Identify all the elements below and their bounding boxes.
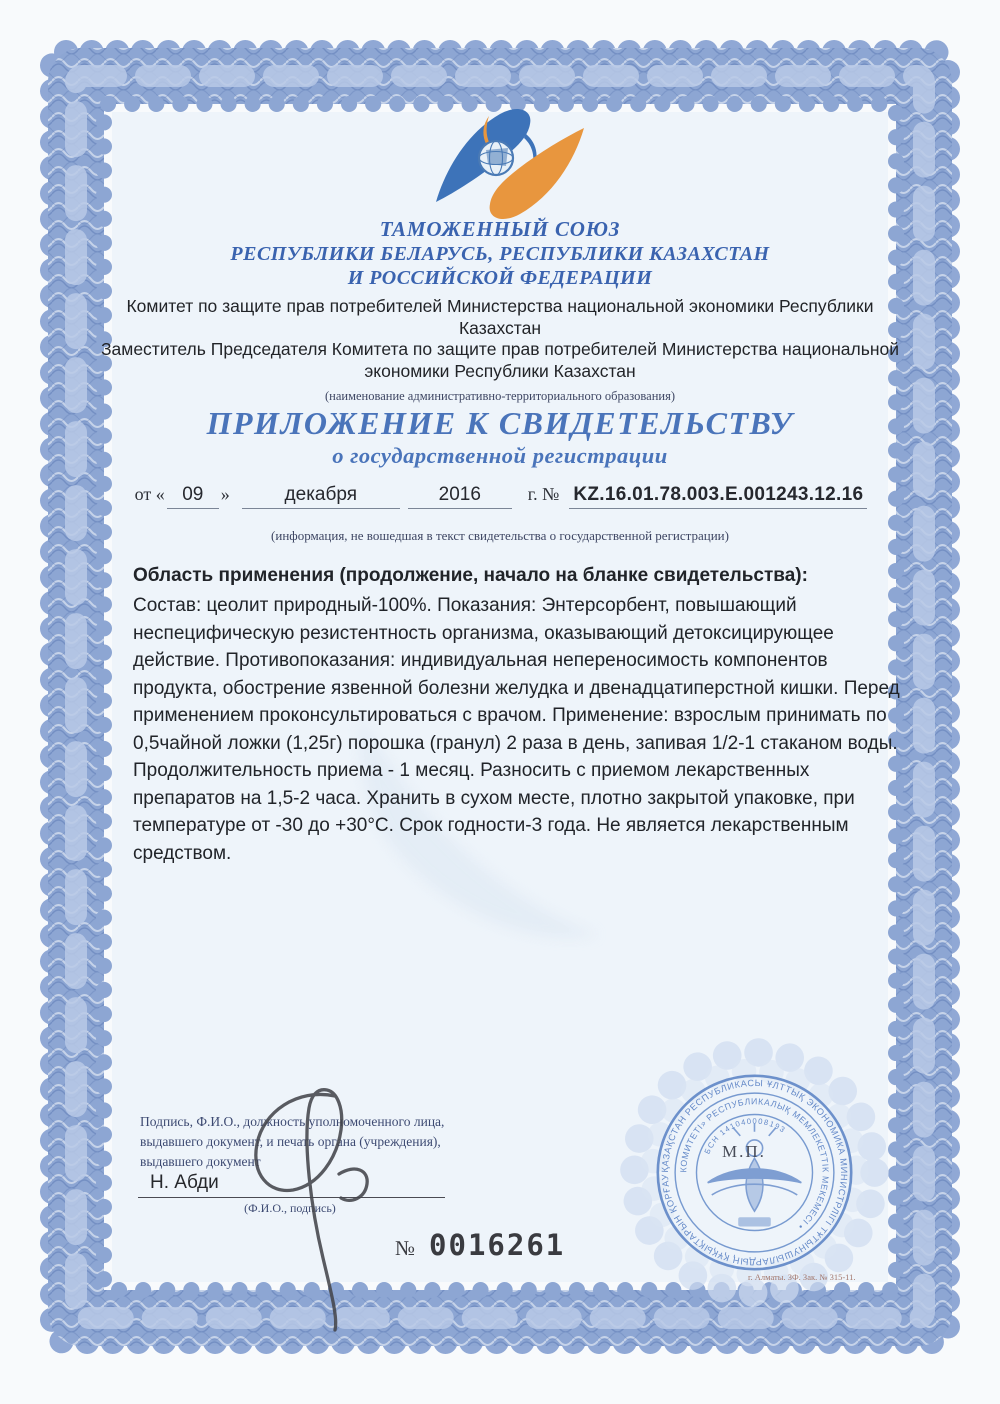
- signatory-name: Н. Абди: [138, 1172, 445, 1198]
- document-subtitle: о государственной регистрации: [332, 443, 668, 468]
- application-area-text: Состав: цеолит природный-100%. Показания: Энтерсорбент, повышающий неспецифическую резистентность организма, оказывающий детоксицирующее действие. Противопоказания: индивидуальная непереносимость компонентов продукта, обострение язвенной болезни желудка и двенадцатиперстной кишки. Перед применением проконсультироваться с врачом. Применение: взрослым принимать по 0,5чайной ложки (1,25г) порошка (гранул) 2 раза в день, запивая 1/2-1 стаканом воды. Продолжительность приема - 1 месяц. Разносить с приемом лекарственных препаратов на 1,5-2 часа. Хранить в сухом месте, плотно закрытой упаковке, при температуре от -30 до +30°С. Срок годности-3 года. Не является лекарственным средством.: [133, 595, 900, 864]
- committee-paragraph-1: Комитет по защите прав потребителей Министерства национальной экономики Республики Казахстан: [126, 296, 874, 338]
- serial-number: [395, 1228, 565, 1262]
- date-year-field: 2016: [408, 484, 512, 509]
- signature-caption: (Ф.И.О., подпись): [244, 1201, 336, 1215]
- signature-label-line3: выдавшего документ: [140, 1154, 261, 1169]
- committee-paragraph-2: Заместитель Председателя Комитета по защите прав потребителей Министерства национальной экономики Республики Казахстан: [100, 339, 900, 381]
- serial-number-digits: 0016261: [429, 1228, 566, 1262]
- date-day-field: 09: [167, 484, 219, 509]
- date-prefix: от «: [134, 484, 165, 504]
- serial-number-sign: №: [395, 1236, 416, 1260]
- printshop-note: г. Алматы. ЗФ. Зак. № 315-11.: [748, 1272, 856, 1282]
- signature-label-line2: выдавшего документ, и печать органа (учреждения),: [140, 1134, 441, 1149]
- date-number-row: [0, 484, 1000, 509]
- seal-ring-middle-text: КОМИТЕТІ» РЕСПУБЛИКАЛЫҚ МЕМЛЕКЕТТІК МЕКЕМЕСІ •: [678, 1096, 831, 1232]
- date-suffix: г. №: [527, 484, 560, 504]
- registration-number-field: KZ.16.01.78.003.Е.001243.12.16: [569, 484, 867, 509]
- application-area-block: [133, 562, 911, 867]
- seal-place-label: М.П.: [722, 1142, 766, 1161]
- globe-icon: [479, 141, 513, 175]
- union-title-line3: И РОССИЙСКОЙ ФЕДЕРАЦИИ: [347, 267, 653, 289]
- application-area-heading: Область применения (продолжение, начало на бланке свидетельства):: [133, 565, 808, 586]
- signature-label-line1: Подпись, Ф.И.О., должность уполномоченного лица,: [140, 1114, 445, 1129]
- date-close-quote: »: [220, 484, 230, 504]
- handwritten-signature: [235, 1078, 405, 1340]
- customs-union-logo: [428, 104, 590, 222]
- info-note: (информация, не вошедшая в текст свидетельства о государственной регистрации): [271, 528, 729, 543]
- committee-block: [100, 296, 900, 382]
- union-title-line2: РЕСПУБЛИКИ БЕЛАРУСЬ, РЕСПУБЛИКИ КАЗАХСТАН: [230, 243, 770, 265]
- union-title-line1: ТАМОЖЕННЫЙ СОЮЗ: [379, 217, 621, 241]
- seal-ring-inner-text: БСН 141040008193: [702, 1116, 788, 1156]
- territorial-note: (наименование административно-территориального образования): [324, 389, 676, 403]
- seal-ring-outer-text: ҚАЗАҚСТАН РЕСПУБЛИКАСЫ ҰЛТТЫҚ ЭКОНОМИКА МИНИСТРЛІГІ ТҰТЫНУШЫЛАРДЫҢ ҚҰҚЫҚТАРЫН ҚОРҒАУ: [659, 1077, 850, 1268]
- document-title: ПРИЛОЖЕНИЕ К СВИДЕТЕЛЬСТВУ: [206, 405, 794, 441]
- date-month-field: декабря: [242, 484, 400, 509]
